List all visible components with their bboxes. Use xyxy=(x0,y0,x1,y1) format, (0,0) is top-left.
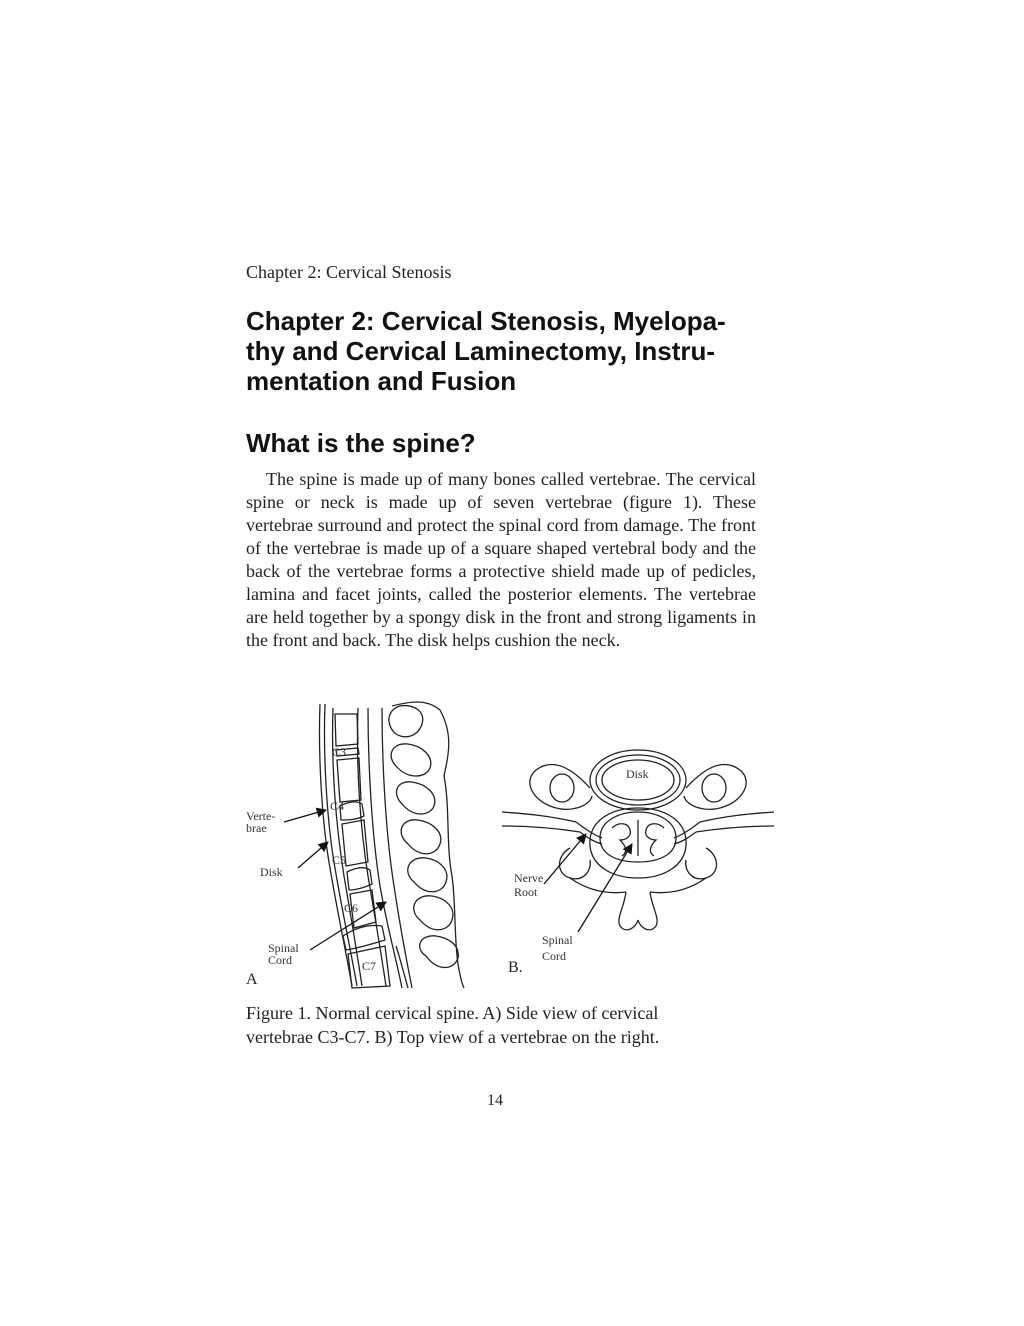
label-nerve-root: Nerve xyxy=(514,871,544,885)
section-title: What is the spine? xyxy=(246,428,476,458)
label-vertebrae: brae xyxy=(246,821,267,835)
label-disk-a: Disk xyxy=(260,865,283,879)
chapter-title-line: Chapter 2: Cervical Stenosis, Myelopa- xyxy=(246,306,726,336)
caption-line: Figure 1. Normal cervical spine. A) Side view of cervical xyxy=(246,1003,659,1023)
label-c4: C4 xyxy=(330,799,345,813)
label-spinal-cord-a: Cord xyxy=(268,953,292,967)
body-paragraph: The spine is made up of many bones called vertebrae. The cervical spine or neck is made up of seven vertebrae (figure 1). These vertebrae surround and protect the spinal cord from damage. The front of the vertebrae is made up of a square shaped vertebral body and the back of the vertebrae forms a protective shield made up of pedicles, lamina and facet joints, called the posterior elements. The vertebrae are held together by a spongy disk in the front and strong ligaments in the front and back. The disk helps cushion the neck. xyxy=(246,469,756,650)
label-spinal-cord-b: Cord xyxy=(542,949,566,963)
vertebral-body-c3 xyxy=(335,714,358,746)
chapter-title-line: thy and Cervical Laminectomy, Instru- xyxy=(246,336,716,366)
arrow-vertebrae xyxy=(284,810,326,822)
panel-letter-b: B. xyxy=(508,959,523,976)
label-vertebrae: Verte- xyxy=(246,809,276,823)
label-spinal-cord-a: Spinal xyxy=(268,941,299,955)
arrows-panel-a xyxy=(284,810,386,950)
chapter-title xyxy=(246,306,766,396)
figure-1 xyxy=(240,696,780,996)
nerve-root-left xyxy=(576,822,602,838)
arrow-spinal-cord-b xyxy=(578,844,632,932)
caption-line: vertebrae C3-C7. B) Top view of a vertebrae on the right. xyxy=(246,1027,660,1047)
spine-illustration xyxy=(240,696,780,996)
panel-letter-a: A xyxy=(246,971,258,988)
running-head: Chapter 2: Cervical Stenosis xyxy=(246,262,452,282)
page-number: 14 xyxy=(487,1092,503,1109)
arrow-nerve-root xyxy=(544,834,586,884)
label-c6: C6 xyxy=(344,901,359,915)
chapter-title-line: mentation and Fusion xyxy=(246,366,517,396)
label-c5: C5 xyxy=(332,853,347,867)
arrow-disk-a xyxy=(298,842,328,868)
label-spinal-cord-b: Spinal xyxy=(542,933,573,947)
label-nerve-root: Root xyxy=(514,885,538,899)
label-disk-b: Disk xyxy=(626,767,649,781)
label-c3: C3 xyxy=(332,745,347,759)
nerve-root-right xyxy=(674,822,700,838)
label-c7: C7 xyxy=(362,959,377,973)
spinal-cord-edge xyxy=(382,708,412,988)
spinous-process xyxy=(619,892,657,930)
figure-caption xyxy=(246,1001,766,1049)
